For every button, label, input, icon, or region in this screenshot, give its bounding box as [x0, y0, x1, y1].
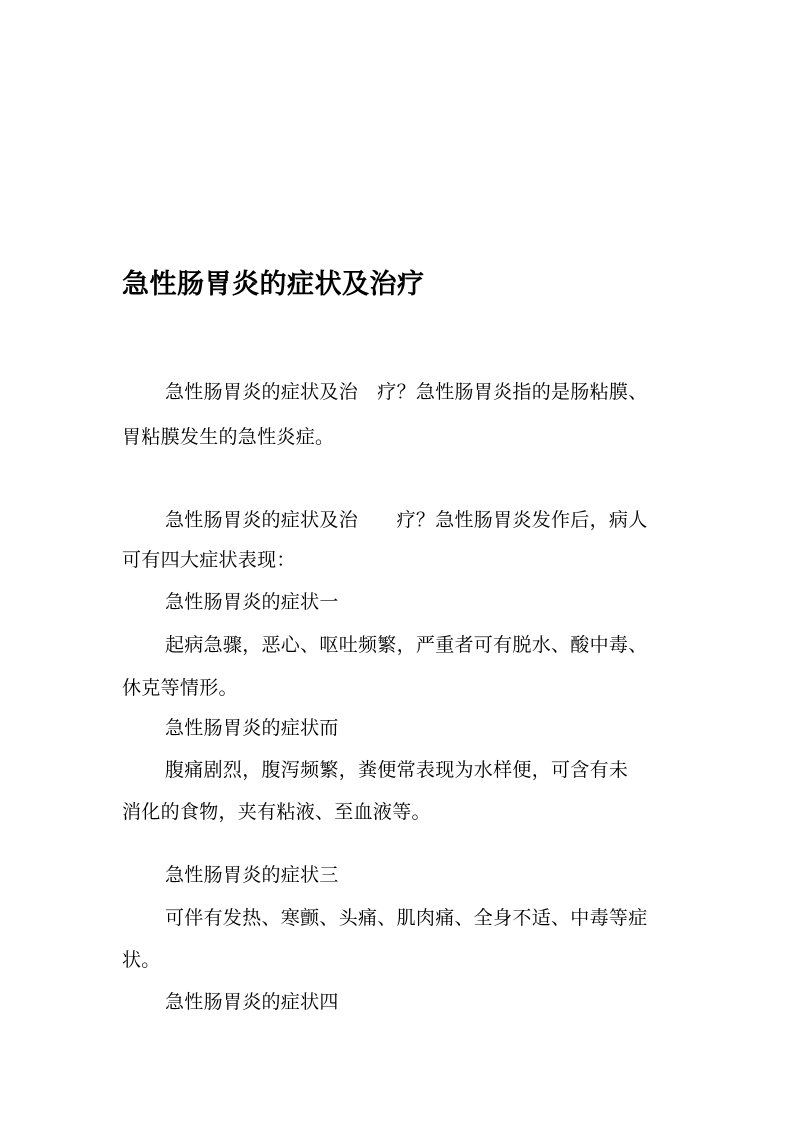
- paragraph-line: 胃粘膜发生的急性炎症。: [122, 426, 335, 448]
- document-title: 急性肠胃炎的症状及治疗: [122, 269, 425, 300]
- section-heading: 急性肠胃炎的症状而: [165, 717, 339, 739]
- paragraph-line: 腹痛剧烈，腹泻频繁，粪便常表现为水样便，可含有未: [165, 759, 629, 781]
- paragraph-line: 急性肠胃炎的症状及治 疗？急性肠胃炎发作后，病人: [165, 509, 648, 531]
- paragraph-line: 消化的食物，夹有粘液、至血液等。: [122, 801, 431, 823]
- paragraph-line: 状。: [122, 949, 161, 971]
- section-heading: 急性肠胃炎的症状三: [165, 864, 339, 886]
- paragraph-line: 急性肠胃炎的症状及治 疗？急性肠胃炎指的是肠粘膜、: [165, 381, 648, 403]
- section-heading: 急性肠胃炎的症状四: [165, 991, 339, 1013]
- paragraph-line: 可有四大症状表现：: [122, 549, 296, 571]
- paragraph-line: 可伴有发热、寒颤、头痛、肌肉痛、全身不适、中毒等症: [165, 907, 648, 929]
- paragraph-line: 休克等情形。: [122, 677, 238, 699]
- paragraph-line: 起病急骤，恶心、呕吐频繁，严重者可有脱水、酸中毒、: [165, 634, 648, 656]
- section-heading: 急性肠胃炎的症状一: [165, 591, 339, 613]
